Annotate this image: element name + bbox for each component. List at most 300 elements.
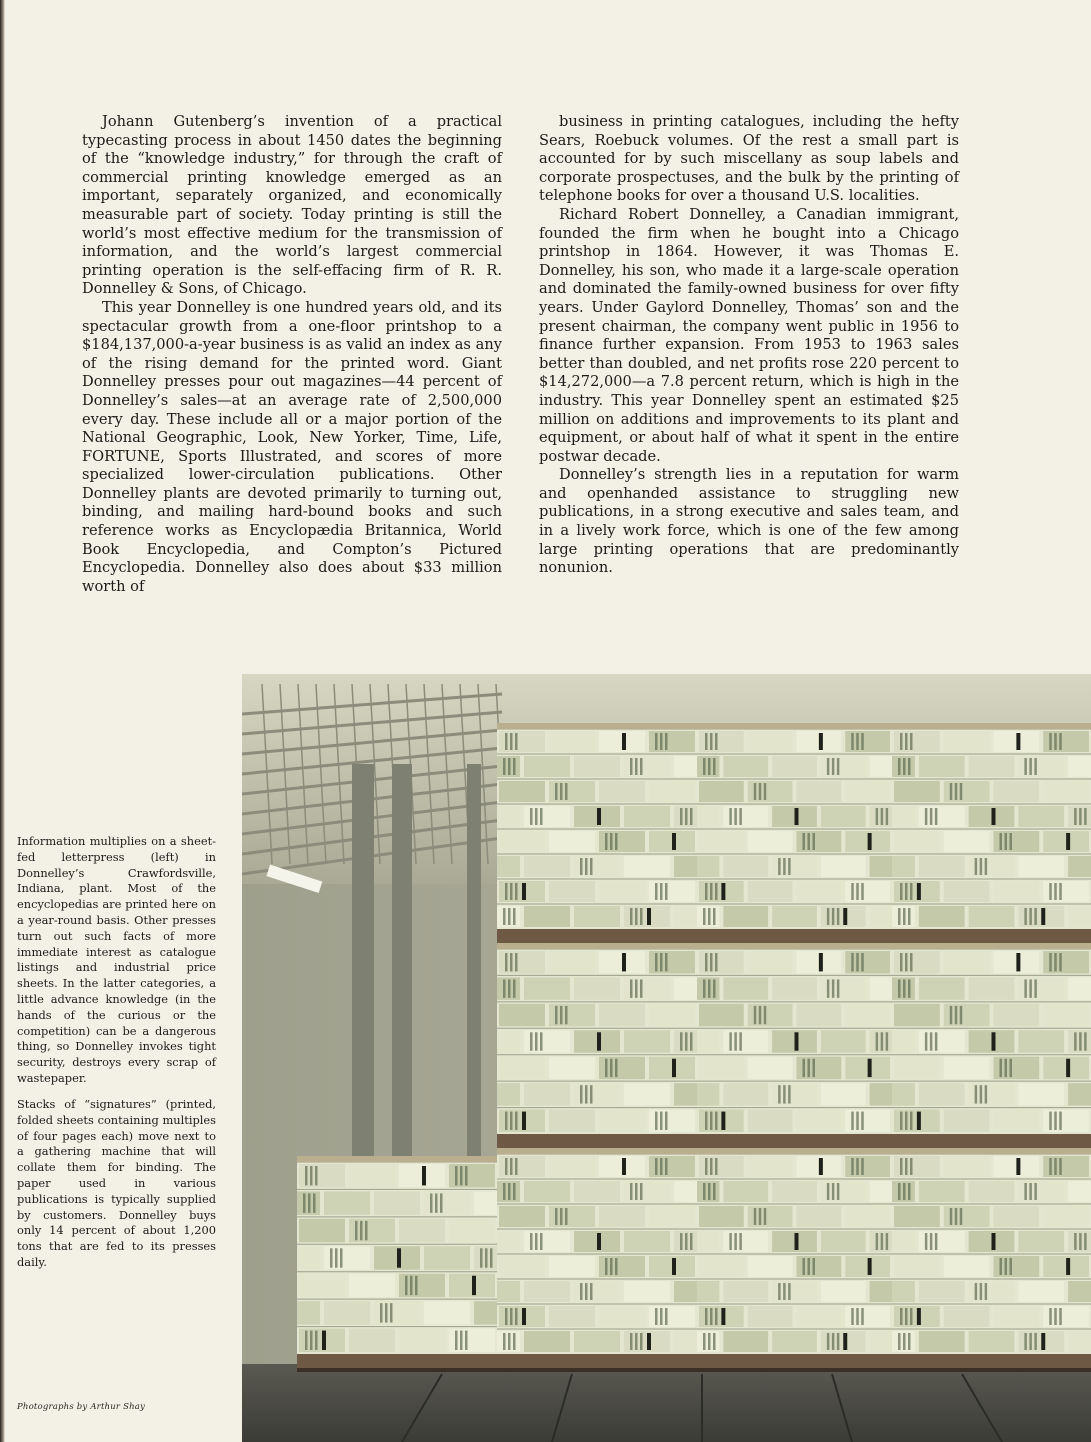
ink-stripe: [1024, 1183, 1027, 1200]
ink-stripe: [729, 1233, 732, 1250]
ink-stripe: [905, 883, 908, 900]
ink-stripe: [759, 1208, 762, 1225]
signature-bundle: [524, 856, 570, 877]
signature-stack: [697, 1148, 892, 1372]
ink-stripe: [713, 1333, 716, 1350]
ink-stripe: [837, 758, 840, 775]
ink-stripe: [1059, 1308, 1062, 1325]
ink-stripe: [1029, 1183, 1032, 1200]
ink-stripe: [925, 1233, 928, 1250]
ink-stripe: [1010, 1059, 1013, 1077]
ink-stripe: [635, 758, 638, 775]
signature-bundle: [1018, 1281, 1064, 1302]
pallet: [497, 1134, 697, 1148]
signature-bundle: [821, 1030, 866, 1052]
pallet: [892, 1134, 1091, 1148]
signature-bundle: [1068, 856, 1091, 877]
signature-bundle: [892, 1083, 915, 1105]
ink-stripe: [415, 1276, 418, 1295]
dark-gap: [992, 1233, 996, 1250]
signature-bundle: [944, 951, 990, 973]
ink-stripe: [655, 733, 658, 750]
ink-stripe: [710, 953, 713, 971]
signature-stack: [892, 1148, 1091, 1372]
ink-stripe: [925, 808, 928, 825]
ink-stripe: [1049, 1158, 1052, 1175]
ink-stripe: [905, 1158, 908, 1175]
ink-stripe: [905, 1308, 908, 1325]
ink-stripe: [635, 1333, 638, 1350]
ink-stripe: [910, 1308, 913, 1325]
signature-bundle: [1018, 806, 1064, 827]
signature-bundle: [994, 1110, 1040, 1132]
ink-stripe: [703, 1183, 706, 1200]
ink-stripe: [960, 783, 963, 800]
ink-stripe: [515, 733, 518, 750]
ink-stripe: [530, 1233, 533, 1250]
ink-stripe: [1005, 1059, 1008, 1077]
ink-stripe: [310, 1166, 313, 1185]
signature-bundle: [499, 781, 545, 802]
signature-bundle: [674, 856, 697, 877]
signature-bundle: [497, 1083, 520, 1105]
ink-stripe: [580, 1283, 583, 1300]
article-paragraph: Richard Robert Donnelley, a Canadian immigrant, founded the firm when he bought into a Chicago printshop in 1864. However, it was Thomas E. Donnelley, his son, who made it a large-scale operation and dominated the family-owned business for over fifty years. Under Gaylord Donnelley, Thomas’ son and the present chairman, the company went public in 1956 to finance further expansion. From 1953 to 1963 sales better than doubled, and net profits rose 220 percent to $14,272,000—a 7.8 percent return, which is high in the industry. This year Donnelley spent an estimated $25 million on additions and improvements to its plant and equipment, or about half of what it spent in the entire postwar decade.: [539, 205, 959, 465]
dark-gap: [1066, 1059, 1070, 1077]
ink-stripe: [660, 883, 663, 900]
signature-bundle: [870, 756, 892, 777]
ink-stripe: [832, 1333, 835, 1350]
ink-stripe: [881, 808, 884, 825]
ink-stripe: [1000, 833, 1003, 850]
dark-gap: [868, 1059, 872, 1077]
signature-bundle: [549, 831, 595, 852]
ink-stripe: [515, 883, 518, 900]
ink-stripe: [881, 1032, 884, 1050]
dark-gap: [672, 1059, 676, 1077]
signature-bundle: [944, 1256, 990, 1277]
signature-bundle: [524, 906, 570, 927]
ink-stripe: [734, 1032, 737, 1050]
signature-bundle: [894, 1206, 940, 1227]
ink-stripe: [513, 908, 516, 925]
ink-stripe: [1029, 1333, 1032, 1350]
ink-stripe: [380, 1303, 383, 1322]
signature-bundle: [524, 1281, 570, 1302]
dark-gap: [868, 833, 872, 850]
ink-stripe: [1010, 833, 1013, 850]
ink-stripe: [1084, 1233, 1087, 1250]
signature-bundle: [748, 1156, 793, 1177]
signature-bundle: [674, 1281, 697, 1302]
ink-stripe: [615, 833, 618, 850]
signature-bundle: [374, 1191, 420, 1214]
dark-gap: [992, 808, 996, 825]
ink-stripe: [832, 908, 835, 925]
dark-gap: [522, 1112, 526, 1130]
signature-bundle: [574, 977, 620, 999]
ink-stripe: [900, 953, 903, 971]
signature-bundle: [649, 781, 695, 802]
signature-bundle: [499, 1004, 545, 1026]
ink-stripe: [759, 1006, 762, 1024]
ink-stripe: [903, 1333, 906, 1350]
ink-stripe: [655, 953, 658, 971]
signature-bundle: [772, 977, 817, 999]
ink-stripe: [876, 1032, 879, 1050]
ink-stripe: [465, 1331, 468, 1350]
signature-bundle: [821, 806, 866, 827]
ink-stripe: [515, 1158, 518, 1175]
signature-bundle: [674, 756, 697, 777]
ink-stripe: [910, 1158, 913, 1175]
signature-bundle: [969, 906, 1015, 927]
ink-stripe: [764, 1208, 767, 1225]
ink-stripe: [660, 953, 663, 971]
ink-stripe: [710, 883, 713, 900]
signature-bundle: [324, 1191, 370, 1214]
ink-stripe: [680, 1233, 683, 1250]
article-paragraph: This year Donnelley is one hundred years old, and its spectacular growth from a one-floor printshop to a $184,137,000-a-year business is as valid an index as any of the rising demand for the printed word. Giant Donnelley presses pour out magazines—44 percent of Donnelley’s sales—at an average rate of 2,500,000 every day. These include all or a major portion of the National Geographic, Look, New Yorker, Time, Life, FORTUNE, Sports Illustrated, and scores of more specialized lower-circulation publications. Other Donnelley plants are devoted primarily to turning out, binding, and mailing hard-bound books and such reference works as Encyclopædia Britannica, World Book Encyclopedia, and Compton’s Pictured Encyclopedia. Donnelley also does about $33 million worth of: [82, 298, 502, 595]
ink-stripe: [540, 1233, 543, 1250]
ink-stripe: [1059, 1112, 1062, 1130]
ink-stripe: [510, 1308, 513, 1325]
ink-stripe: [1054, 953, 1057, 971]
signature-bundle: [624, 1231, 670, 1252]
ink-stripe: [837, 908, 840, 925]
signature-bundle: [969, 1181, 1015, 1202]
dark-gap: [672, 1258, 676, 1275]
signature-bundle: [748, 951, 793, 973]
signature-bundle: [549, 731, 595, 752]
signature-bundle: [697, 806, 719, 827]
signature-bundle: [524, 1181, 570, 1202]
ink-stripe: [505, 883, 508, 900]
signature-bundle: [474, 1191, 497, 1214]
ink-stripe: [708, 1183, 711, 1200]
ink-stripe: [729, 1032, 732, 1050]
ink-stripe: [955, 1208, 958, 1225]
ink-stripe: [1084, 1032, 1087, 1050]
dark-gap: [917, 1112, 921, 1130]
signature-bundle: [697, 856, 719, 877]
signature-bundle: [797, 1004, 842, 1026]
ink-stripe: [565, 1208, 568, 1225]
ink-stripe: [390, 1303, 393, 1322]
ink-stripe: [783, 1085, 786, 1103]
ink-stripe: [555, 1006, 558, 1024]
ink-stripe: [975, 858, 978, 875]
ink-stripe: [713, 758, 716, 775]
ink-stripe: [851, 883, 854, 900]
ink-stripe: [764, 1006, 767, 1024]
ink-stripe: [708, 979, 711, 997]
ink-stripe: [975, 1283, 978, 1300]
ink-stripe: [837, 1333, 840, 1350]
ink-stripe: [710, 1158, 713, 1175]
ink-stripe: [975, 1085, 978, 1103]
signature-bundle: [994, 1004, 1040, 1026]
ink-stripe: [610, 833, 613, 850]
ink-stripe: [900, 733, 903, 750]
signature-stack: [497, 1148, 697, 1372]
ink-stripe: [856, 1158, 859, 1175]
ink-stripe: [455, 1166, 458, 1185]
signature-bundle: [944, 831, 990, 852]
ink-stripe: [513, 758, 516, 775]
pallet-shadow: [297, 1368, 497, 1372]
signature-bundle: [748, 881, 793, 902]
ink-stripe: [813, 833, 816, 850]
ink-stripe: [960, 1006, 963, 1024]
ink-stripe: [803, 833, 806, 850]
ink-stripe: [590, 1283, 593, 1300]
ink-stripe: [630, 1333, 633, 1350]
ink-stripe: [881, 1233, 884, 1250]
ink-stripe: [705, 733, 708, 750]
ink-stripe: [955, 783, 958, 800]
signature-bundle: [574, 1181, 620, 1202]
ink-stripe: [734, 808, 737, 825]
ink-stripe: [635, 979, 638, 997]
signature-bundle: [499, 831, 545, 852]
ink-stripe: [505, 1308, 508, 1325]
signature-bundle: [894, 1256, 940, 1277]
signature-bundle: [524, 1331, 570, 1352]
ink-stripe: [305, 1331, 308, 1350]
top-board: [892, 723, 1091, 729]
ink-stripe: [856, 1308, 859, 1325]
dark-gap: [397, 1248, 401, 1267]
ink-stripe: [513, 1333, 516, 1350]
signature-bundle: [821, 1281, 866, 1302]
ink-stripe: [535, 1032, 538, 1050]
signature-bundle: [1068, 1281, 1091, 1302]
ink-stripe: [898, 979, 901, 997]
ink-stripe: [580, 1085, 583, 1103]
ink-stripe: [565, 783, 568, 800]
ink-stripe: [729, 808, 732, 825]
signature-bundle: [649, 1004, 695, 1026]
ink-stripe: [754, 1208, 757, 1225]
signature-bundle: [772, 906, 817, 927]
ink-stripe: [886, 1032, 889, 1050]
signature-bundle: [624, 1083, 670, 1105]
ink-stripe: [759, 783, 762, 800]
ink-stripe: [908, 1333, 911, 1350]
signature-bundle: [649, 1206, 695, 1227]
signature-bundle: [424, 1301, 470, 1324]
ink-stripe: [685, 808, 688, 825]
ink-stripe: [1024, 1333, 1027, 1350]
signature-bundle: [574, 756, 620, 777]
signature-bundle: [1068, 906, 1091, 927]
ink-stripe: [585, 1283, 588, 1300]
ink-stripe: [1049, 1308, 1052, 1325]
signature-bundle: [1018, 1083, 1064, 1105]
signature-bundle: [699, 1004, 744, 1026]
ink-stripe: [655, 1308, 658, 1325]
signature-bundle: [870, 856, 892, 877]
ink-stripe: [861, 1112, 864, 1130]
signature-bundle: [1068, 1083, 1091, 1105]
signature-bundle: [324, 1301, 370, 1324]
ink-stripe: [930, 808, 933, 825]
ink-stripe: [590, 858, 593, 875]
signature-bundle: [674, 1331, 697, 1352]
signature-bundle: [944, 731, 990, 752]
ink-stripe: [1010, 1258, 1013, 1275]
ink-stripe: [808, 1258, 811, 1275]
ink-stripe: [856, 1112, 859, 1130]
signature-bundle: [870, 1083, 892, 1105]
signature-bundle: [797, 881, 842, 902]
signature-stack: [892, 943, 1091, 1152]
signature-bundle: [723, 756, 768, 777]
top-board: [297, 1156, 497, 1162]
ink-stripe: [690, 808, 693, 825]
signature-bundle: [919, 977, 965, 999]
signature-bundle: [549, 1110, 595, 1132]
ink-stripe: [430, 1193, 433, 1212]
signature-bundle: [699, 1057, 744, 1079]
top-board: [697, 1148, 892, 1154]
dark-gap: [1016, 1158, 1020, 1175]
dark-gap: [622, 1158, 626, 1175]
ink-stripe: [1049, 733, 1052, 750]
ink-stripe: [315, 1331, 318, 1350]
ink-stripe: [630, 758, 633, 775]
dark-gap: [672, 833, 676, 850]
photo-caption-letterpress: Information multiplies on a sheet-fed letterpress (left) in Donnelley’s Crawfordsville, Indiana, plant. Most of the encyclopedias are printed here on a year-round basis. Other presses turn out such facts of more immediate interest as catalogue listings and industrial price sheets. In the latter categories, a little advance knowledge (in the hands of the curious or the competition) can be a dangerous thing, so Donnelley invokes tight security, destroys every scrap of wastepaper.: [17, 834, 216, 1085]
ink-stripe: [1084, 808, 1087, 825]
ink-stripe: [1029, 908, 1032, 925]
signature-bundle: [919, 1331, 965, 1352]
signature-bundle: [969, 977, 1015, 999]
signature-bundle: [994, 1306, 1040, 1327]
signature-bundle: [574, 1331, 620, 1352]
signature-bundle: [845, 781, 890, 802]
ink-stripe: [655, 1158, 658, 1175]
ink-stripe: [734, 1233, 737, 1250]
signature-stack: [297, 1156, 497, 1372]
signature-bundle: [349, 1274, 395, 1297]
signature-bundle: [892, 1231, 915, 1252]
signature-bundle: [944, 1156, 990, 1177]
ink-stripe: [856, 953, 859, 971]
dark-gap: [992, 1032, 996, 1050]
ink-stripe: [851, 953, 854, 971]
ink-stripe: [898, 758, 901, 775]
ink-stripe: [308, 1193, 311, 1212]
signature-bundle: [748, 731, 793, 752]
ink-stripe: [330, 1248, 333, 1267]
dark-gap: [795, 808, 799, 825]
signature-bundle: [624, 856, 670, 877]
ink-stripe: [1059, 883, 1062, 900]
signature-bundle: [821, 856, 866, 877]
ink-stripe: [715, 733, 718, 750]
ink-stripe: [510, 1112, 513, 1130]
pallet: [697, 1134, 892, 1148]
ink-stripe: [903, 1183, 906, 1200]
ink-stripe: [705, 1158, 708, 1175]
ink-stripe: [505, 1158, 508, 1175]
signature-bundle: [894, 1057, 940, 1079]
ink-stripe: [827, 758, 830, 775]
ink-stripe: [635, 1183, 638, 1200]
ink-stripe: [585, 1085, 588, 1103]
signature-stack: [697, 723, 892, 947]
ink-stripe: [490, 1248, 493, 1267]
dark-gap: [1041, 908, 1045, 925]
ink-stripe: [555, 783, 558, 800]
signature-bundle: [549, 1306, 595, 1327]
dark-gap: [1016, 953, 1020, 971]
dark-gap: [597, 1233, 601, 1250]
signature-bundle: [497, 1281, 520, 1302]
ink-stripe: [710, 1308, 713, 1325]
ink-stripe: [715, 1158, 718, 1175]
ink-stripe: [985, 1085, 988, 1103]
ink-stripe: [640, 758, 643, 775]
dark-gap: [622, 953, 626, 971]
ink-stripe: [935, 1032, 938, 1050]
ink-stripe: [827, 1333, 830, 1350]
pallet: [497, 1354, 697, 1368]
ink-stripe: [635, 908, 638, 925]
signature-bundle: [297, 1246, 320, 1269]
ink-stripe: [898, 1183, 901, 1200]
signature-bundle: [894, 781, 940, 802]
ink-stripe: [610, 1258, 613, 1275]
ink-stripe: [1054, 1158, 1057, 1175]
signature-bundle: [870, 1281, 892, 1302]
signature-bundle: [449, 1219, 495, 1242]
ink-stripe: [1054, 883, 1057, 900]
signature-bundle: [1068, 756, 1091, 777]
signature-bundle: [723, 1331, 768, 1352]
ink-stripe: [813, 1258, 816, 1275]
signature-bundle: [919, 756, 965, 777]
ink-stripe: [908, 758, 911, 775]
dark-gap: [1016, 733, 1020, 750]
ink-stripe: [315, 1166, 318, 1185]
dark-gap: [422, 1166, 426, 1185]
ink-stripe: [1005, 833, 1008, 850]
dark-gap: [622, 733, 626, 750]
signature-bundle: [497, 856, 520, 877]
signature-bundle: [697, 1083, 719, 1105]
ink-stripe: [832, 758, 835, 775]
signature-bundle: [821, 1083, 866, 1105]
ink-stripe: [708, 908, 711, 925]
signature-bundle: [894, 831, 940, 852]
signature-bundle: [772, 1181, 817, 1202]
ink-stripe: [355, 1221, 358, 1240]
signature-bundle: [1068, 977, 1091, 999]
ink-stripe: [590, 1085, 593, 1103]
top-board: [697, 943, 892, 949]
signature-bundle: [870, 1331, 892, 1352]
signature-bundle: [697, 1281, 719, 1302]
signature-bundle: [797, 781, 842, 802]
top-board: [497, 1148, 697, 1154]
ink-stripe: [705, 1308, 708, 1325]
signature-bundle: [870, 977, 892, 999]
signature-bundle: [748, 831, 793, 852]
ink-stripe: [1034, 1333, 1037, 1350]
